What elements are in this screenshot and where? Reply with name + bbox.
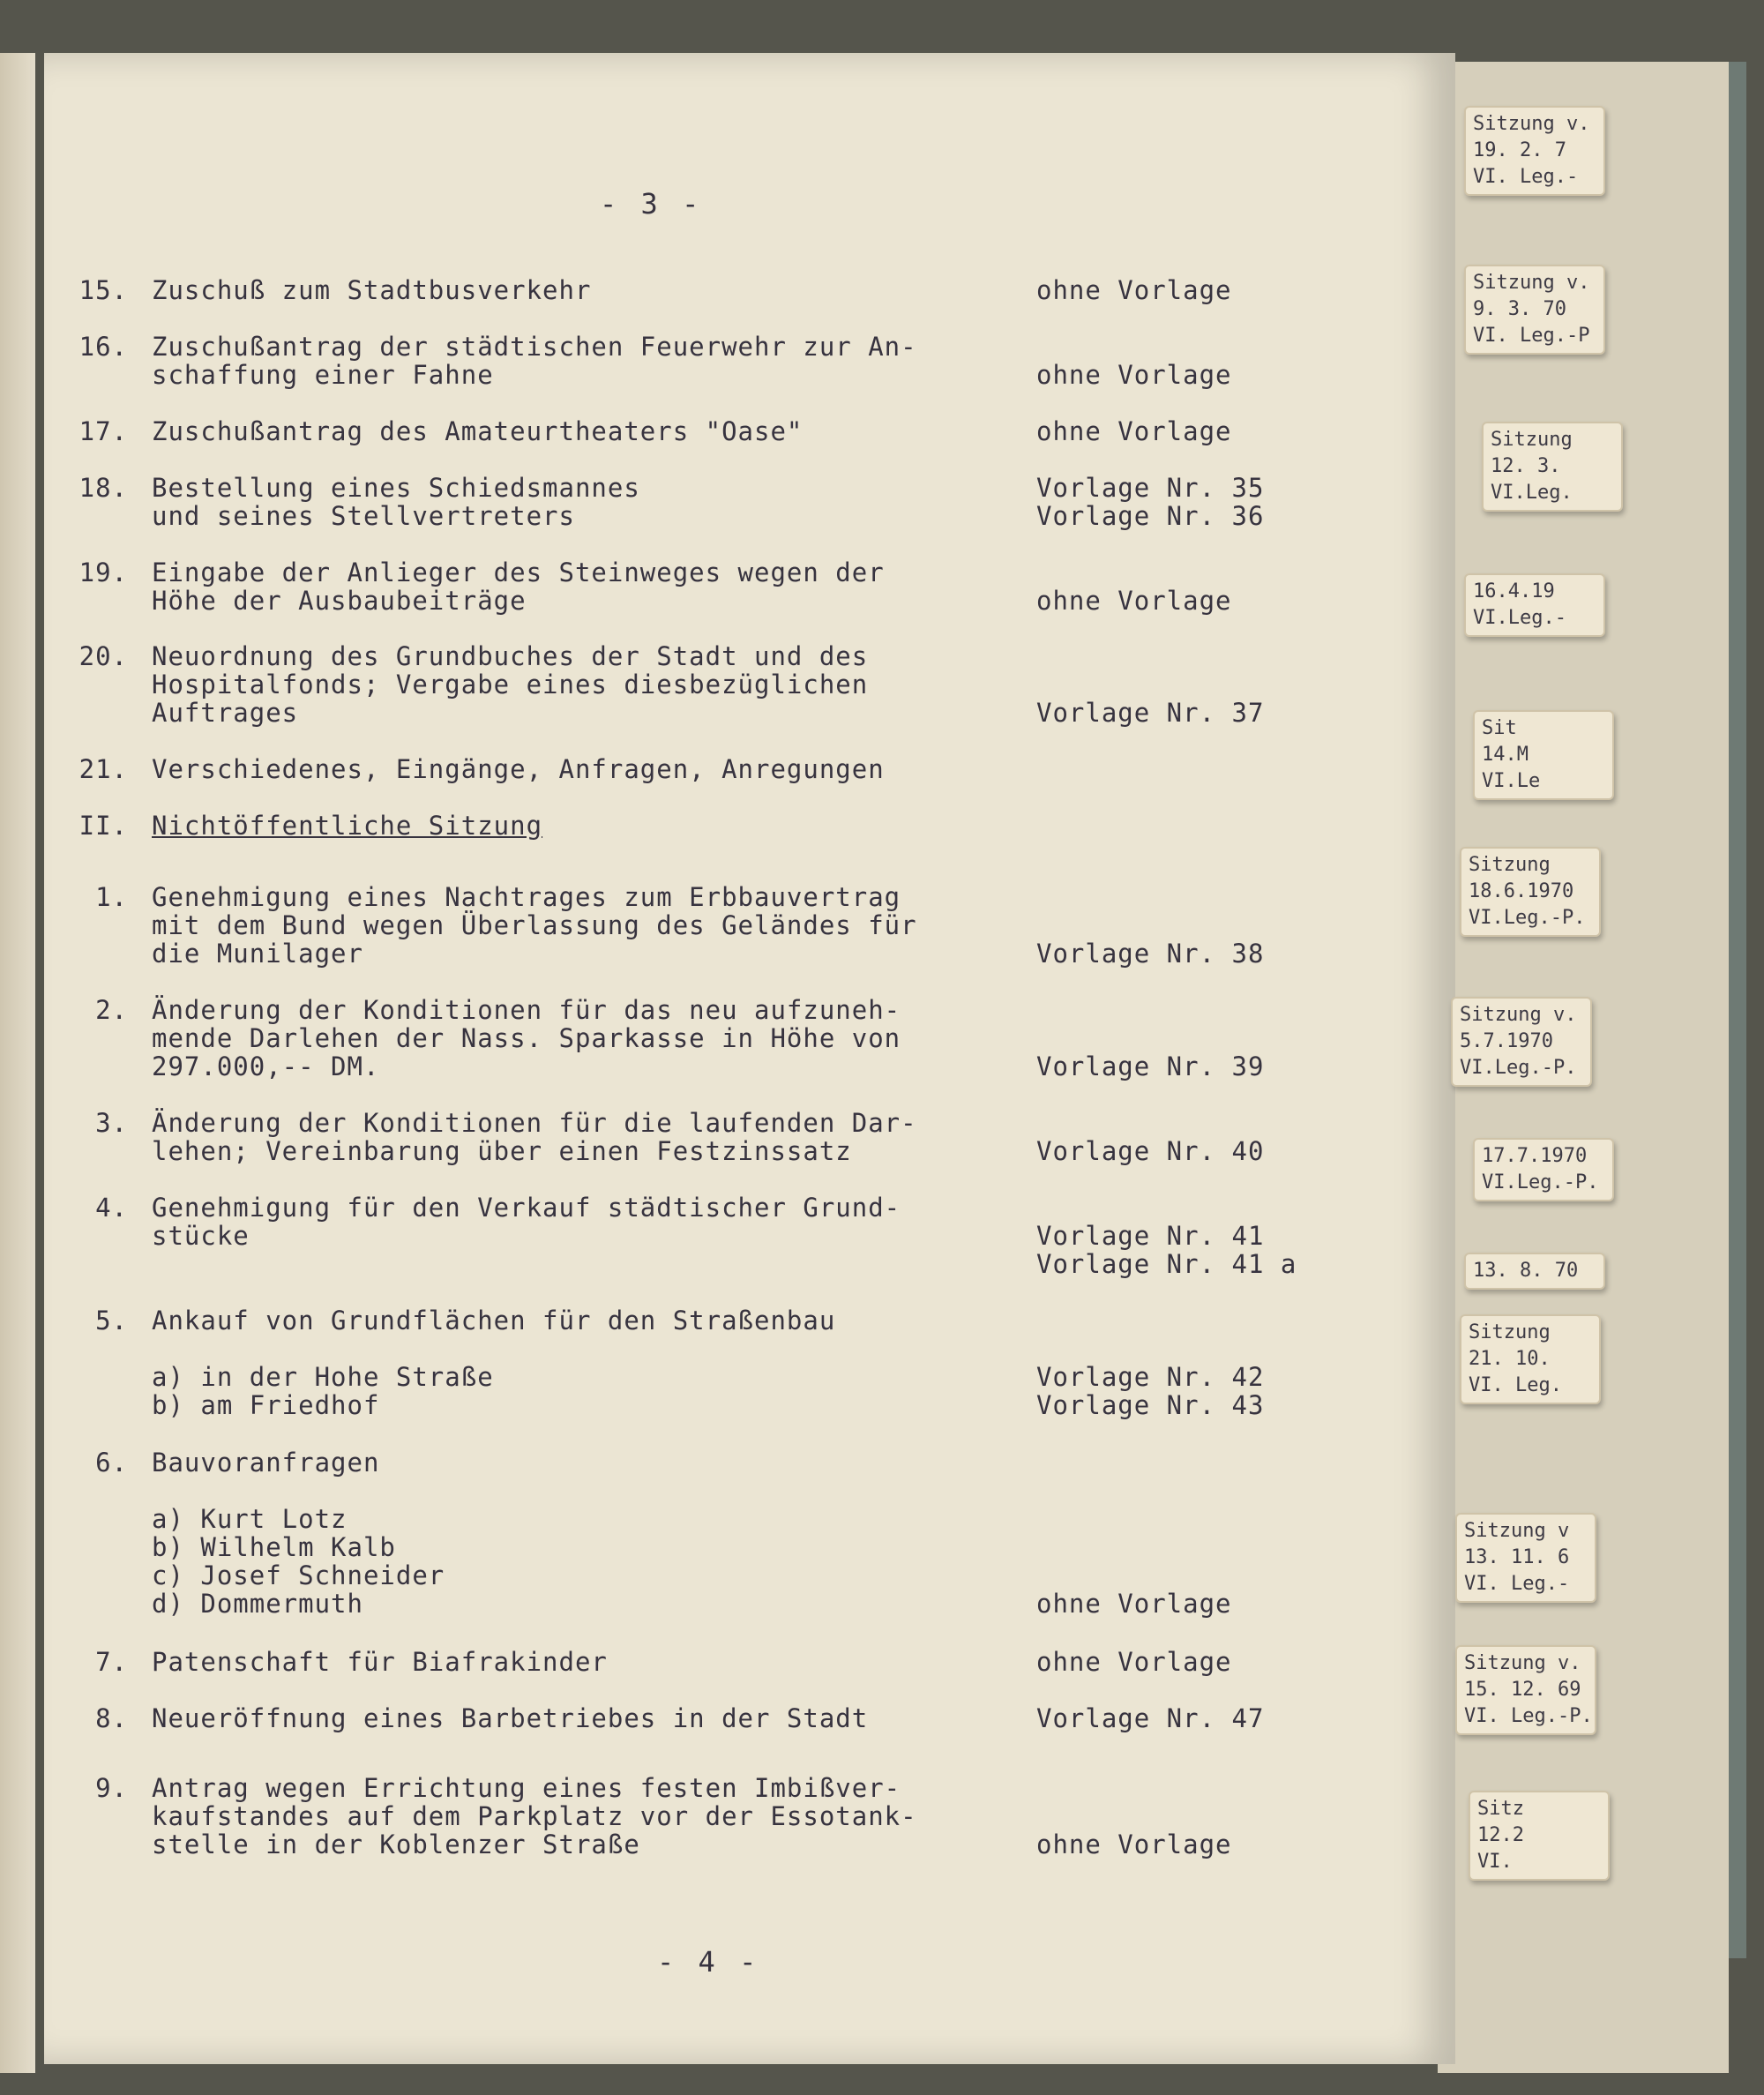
vorlage-ref: ohne Vorlage: [1036, 1829, 1232, 1859]
item-text: Genehmigung für den Verkauf städtischer Grund-: [152, 1193, 901, 1223]
item-text: Antrag wegen Errichtung eines festen Imbißver-: [152, 1773, 901, 1803]
index-tab: Sitzung v. 9. 3. 70 VI. Leg.-P: [1464, 265, 1605, 355]
vorlage-ref: ohne Vorlage: [1036, 586, 1232, 616]
item-number: 6.: [95, 1448, 128, 1478]
item-text: Bauvoranfragen: [152, 1448, 380, 1478]
item-text: die Munilager: [152, 939, 363, 969]
section-number: II.: [78, 811, 128, 841]
item-number: 8.: [95, 1703, 128, 1733]
item-text: Änderung der Konditionen für die laufenden Dar-: [152, 1108, 917, 1138]
vorlage-ref: ohne Vorlage: [1036, 416, 1232, 446]
item-text: Höhe der Ausbaubeiträge: [152, 586, 527, 616]
index-tab: Sitzung 18.6.1970 VI.Leg.-P.: [1460, 847, 1601, 937]
item-text: Änderung der Konditionen für das neu aufzuneh-: [152, 995, 901, 1025]
item-number: 17.: [78, 416, 128, 446]
item-text: schaffung einer Fahne: [152, 360, 494, 390]
index-tab: Sitzung v. 5.7.1970 VI.Leg.-P.: [1451, 997, 1592, 1087]
item-text: kaufstandes auf dem Parkplatz vor der Essotank-: [152, 1801, 917, 1831]
item-text: Neueröffnung eines Barbetriebes in der Stadt: [152, 1703, 869, 1733]
item-number: 4.: [95, 1193, 128, 1223]
item-number: 16.: [78, 332, 128, 362]
index-tab: 13. 8. 70: [1464, 1253, 1605, 1290]
item-text: Eingabe der Anlieger des Steinweges wegen der: [152, 557, 885, 587]
vorlage-ref: ohne Vorlage: [1036, 275, 1232, 305]
item-text: b) Wilhelm Kalb: [152, 1532, 396, 1562]
item-text: mende Darlehen der Nass. Sparkasse in Höhe von: [152, 1023, 901, 1053]
index-tab: Sitzung 12. 3. VI.Leg.: [1482, 422, 1623, 512]
section-title: Nichtöffentliche Sitzung: [152, 811, 543, 841]
item-text: Genehmigung eines Nachtrages zum Erbbauvertrag: [152, 882, 901, 912]
index-tab: 17.7.1970 VI.Leg.-P.: [1473, 1138, 1614, 1201]
item-text: mit dem Bund wegen Überlassung des Geländes für: [152, 910, 917, 940]
item-number: 3.: [95, 1108, 128, 1138]
item-number: 2.: [95, 995, 128, 1025]
item-number: 20.: [78, 641, 128, 671]
vorlage-ref: Vorlage Nr. 41 a: [1036, 1249, 1297, 1279]
vorlage-ref: ohne Vorlage: [1036, 1647, 1232, 1677]
page-number-bottom: - 4 -: [657, 1945, 760, 1979]
vorlage-ref: Vorlage Nr. 37: [1036, 698, 1265, 728]
item-text: Hospitalfonds; Vergabe eines diesbezüglichen: [152, 670, 869, 700]
vorlage-ref: Vorlage Nr. 43: [1036, 1390, 1265, 1420]
item-text: lehen; Vereinbarung über einen Festzinssatz: [152, 1136, 852, 1166]
item-text: c) Josef Schneider: [152, 1560, 445, 1590]
vorlage-ref: Vorlage Nr. 38: [1036, 939, 1265, 969]
item-text: a) Kurt Lotz: [152, 1504, 348, 1534]
vorlage-ref: Vorlage Nr. 42: [1036, 1362, 1265, 1392]
item-text: b) am Friedhof: [152, 1390, 380, 1420]
item-number: 18.: [78, 473, 128, 503]
item-number: 9.: [95, 1773, 128, 1803]
index-tab: Sit 14.M VI.Le: [1473, 710, 1614, 800]
vorlage-ref: Vorlage Nr. 47: [1036, 1703, 1265, 1733]
item-text: Bestellung eines Schiedsmannes: [152, 473, 640, 503]
vorlage-ref: Vorlage Nr. 41: [1036, 1221, 1265, 1251]
left-page-edge: [0, 53, 35, 2073]
item-number: 21.: [78, 754, 128, 784]
page-number-top: - 3 -: [600, 187, 703, 221]
item-text: a) in der Hohe Straße: [152, 1362, 494, 1392]
item-text: Patenschaft für Biafrakinder: [152, 1647, 608, 1677]
item-number: 5.: [95, 1306, 128, 1336]
item-text: Zuschußantrag der städtischen Feuerwehr zur An-: [152, 332, 917, 362]
item-text: Verschiedenes, Eingänge, Anfragen, Anregungen: [152, 754, 885, 784]
item-text: Zuschußantrag des Amateurtheaters "Oase": [152, 416, 804, 446]
item-text: stücke: [152, 1221, 250, 1251]
index-tab: Sitzung v 13. 11. 6 VI. Leg.-: [1455, 1513, 1596, 1603]
vorlage-ref: Vorlage Nr. 40: [1036, 1136, 1265, 1166]
item-number: 15.: [78, 275, 128, 305]
index-tab: 16.4.19 VI.Leg.-: [1464, 573, 1605, 637]
item-text: stelle in der Koblenzer Straße: [152, 1829, 640, 1859]
index-tab: Sitz 12.2 VI.: [1469, 1791, 1610, 1881]
item-text: Auftrages: [152, 698, 299, 728]
item-number: 19.: [78, 557, 128, 587]
item-number: 7.: [95, 1647, 128, 1677]
index-tab: Sitzung 21. 10. VI. Leg.: [1460, 1314, 1601, 1404]
index-tab: Sitzung v. 19. 2. 7 VI. Leg.-: [1464, 106, 1605, 196]
item-number: 1.: [95, 882, 128, 912]
vorlage-ref: Vorlage Nr. 35: [1036, 473, 1265, 503]
vorlage-ref: Vorlage Nr. 36: [1036, 501, 1265, 531]
vorlage-ref: ohne Vorlage: [1036, 1589, 1232, 1619]
item-text: und seines Stellvertreters: [152, 501, 575, 531]
item-text: Zuschuß zum Stadtbusverkehr: [152, 275, 592, 305]
item-text: d) Dommermuth: [152, 1589, 363, 1619]
item-text: Neuordnung des Grundbuches der Stadt und des: [152, 641, 869, 671]
vorlage-ref: Vorlage Nr. 39: [1036, 1051, 1265, 1081]
item-text: 297.000,-- DM.: [152, 1051, 380, 1081]
index-tab: Sitzung v. 15. 12. 69 VI. Leg.-P.: [1455, 1645, 1596, 1735]
vorlage-ref: ohne Vorlage: [1036, 360, 1232, 390]
item-text: Ankauf von Grundflächen für den Straßenbau: [152, 1306, 836, 1336]
